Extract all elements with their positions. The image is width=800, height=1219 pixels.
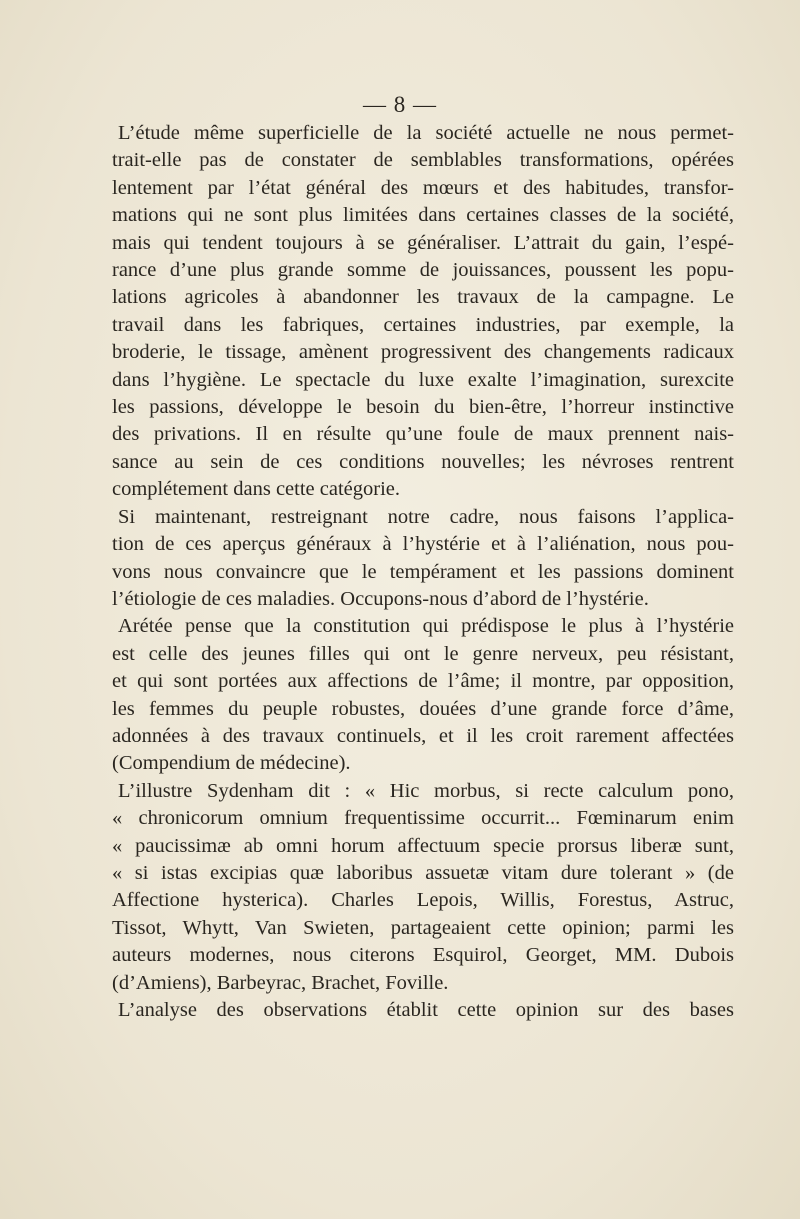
text-line: trait-elle pas de constater de semblables transformations, opérées [112,149,734,172]
text-line: tion de ces aperçus généraux à l’hystérie et à l’aliénation, nous pou- [112,533,734,556]
text-line: « si istas excipias quæ laboribus assuetæ vitam dure tolerant » (de [112,861,734,884]
text-line: lentement par l’état général des mœurs et des habitudes, transfor- [112,176,734,199]
text-line: L’analyse des observations établit cette opinion sur des bases [118,999,734,1021]
text-line: Arétée pense que la constitution qui prédispose le plus à l’hystérie [118,615,734,638]
page-number: — 8 — [363,92,437,117]
text-line: mais qui tendent toujours à se généraliser. L’attrait du gain, l’espé- [112,231,734,254]
text-line: des privations. Il en résulte qu’une foule de maux prennent nais- [112,423,734,446]
text-line: mations qui ne sont plus limitées dans certaines classes de la société, [112,204,734,227]
text-line: Tissot, Whytt, Van Swieten, partageaient cette opinion; parmi les [112,916,734,939]
text-line: complétement dans cette catégorie. [112,478,401,501]
text-line: auteurs modernes, nous citerons Esquirol, Georget, MM. Dubois [112,944,734,967]
text-line: L’étude même superficielle de la société actuelle ne nous permet- [118,122,734,144]
text-line: les passions, développe le besoin du bien-être, l’horreur instinctive [112,396,734,419]
text-line: broderie, le tissage, amènent progressivent des changements radicaux [112,341,734,364]
text-line: lations agricoles à abandonner les travaux de la campagne. Le [112,286,734,309]
body-text [112,120,734,1024]
text-line: L’illustre Sydenham dit : « Hic morbus, si recte calculum pono, [118,779,734,802]
text-line: Si maintenant, restreignant notre cadre, nous faisons l’applica- [118,505,734,528]
text-line: (Compendium de médecine). [112,752,351,775]
text-line: rance d’une plus grande somme de jouissances, poussent les popu- [112,259,734,282]
text-line: dans l’hygiène. Le spectacle du luxe exalte l’imagination, surexcite [112,368,734,391]
text-line: adonnées à des travaux continuels, et il les croit rarement affectées [112,724,734,747]
text-line: Affectione hysterica). Charles Lepois, Willis, Forestus, Astruc, [112,889,734,912]
text-line: les femmes du peuple robustes, douées d’une grande force d’âme, [112,697,734,720]
text-line: « paucissimæ ab omni horum affectuum specie prorsus liberæ sunt, [112,834,734,857]
text-line: est celle des jeunes filles qui ont le genre nerveux, peu résistant, [112,642,734,665]
text-line: vons nous convaincre que le tempérament et les passions dominent [112,560,734,583]
text-line: sance au sein de ces conditions nouvelles; les névroses rentrent [112,450,734,473]
text-line: travail dans les fabriques, certaines industries, par exemple, la [112,313,734,336]
text-line: « chronicorum omnium frequentissime occurrit... Fœminarum enim [112,807,734,830]
text-line: (d’Amiens), Barbeyrac, Brachet, Foville. [112,971,449,994]
text-line: l’étiologie de ces maladies. Occupons-nous d’abord de l’hystérie. [112,587,649,610]
text-line: et qui sont portées aux affections de l’âme; il montre, par opposition, [112,670,734,693]
